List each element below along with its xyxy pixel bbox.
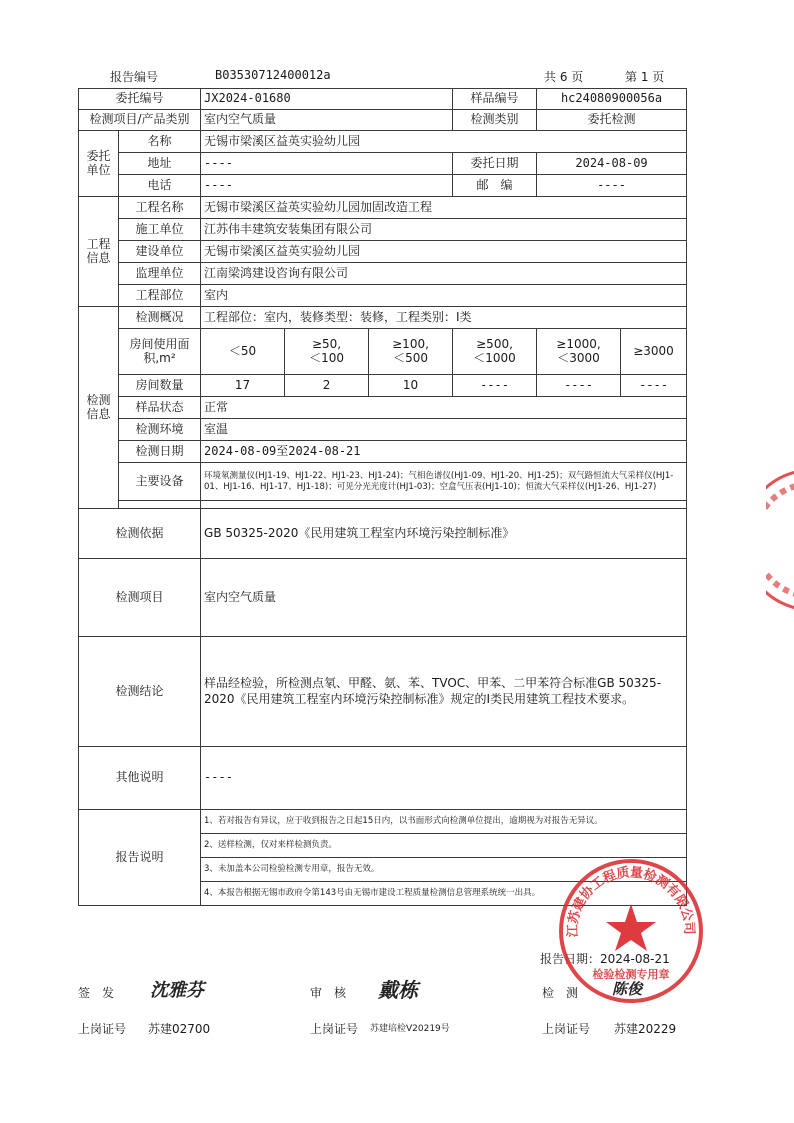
area-range-6: ≥3000 (621, 329, 687, 375)
issue-cert: 苏建02700 (148, 1022, 211, 1036)
inspection-section-text: 检测信息 (86, 392, 111, 421)
count-6: ---- (621, 375, 687, 397)
project-location-label: 工程部位 (119, 285, 201, 307)
client-date: 2024-08-09 (537, 153, 687, 175)
items-value: 室内空气质量 (201, 559, 687, 637)
other-value: ---- (201, 747, 687, 810)
page-no-label: 第 1 页 (625, 70, 665, 84)
area-label: 房间使用面积,m² (119, 329, 201, 375)
equipment-label: 主要设备 (119, 463, 201, 501)
client-name-label: 名称 (119, 131, 201, 153)
conclusion-value: 样品经检验，所检测点氡、甲醛、氨、苯、TVOC、甲苯、二甲苯符合标准GB 50325-2020《民用建筑工程室内环境污染控制标准》规定的Ⅰ类民用建筑工程技术要求。 (201, 637, 687, 747)
basis-label: 检测依据 (79, 509, 201, 559)
count-3: 10 (369, 375, 453, 397)
client-date-label: 委托日期 (453, 153, 537, 175)
sample-no-label: 样品编号 (453, 89, 537, 110)
commission-no-label: 委托编号 (79, 89, 201, 110)
client-phone-label: 电话 (119, 175, 201, 197)
environment-label: 检测环境 (119, 419, 201, 441)
report-table (78, 88, 687, 906)
test-label: 检 测 (542, 986, 579, 1000)
issue-label: 签 发 (78, 986, 115, 1000)
issue-cert-label: 上岗证号 (78, 1022, 127, 1036)
report-no: B03530712400012a (215, 68, 331, 82)
equipment-value: 环境氡测量仪(HJ1-19、HJ1-22、HJ1-23、HJ1-24)；气相色谱仪(HJ1-09、HJ1-20、HJ1-25)；双气路恒流大气采样仪(HJ1-01、HJ1-16、HJ1-17、HJ1-18)；可见分光光度计(HJ1-03)；空盒气压表(HJ1-10)；恒流大气采样仪(HJ1-26、HJ1-27) (201, 463, 687, 501)
sample-no: hc24080900056a (537, 89, 687, 110)
client-name: 无锡市梁溪区益英实验幼儿园 (201, 131, 687, 153)
note-4: 4、本报告根据无锡市政府令第143号由无锡市建设工程质量检测信息管理系统统一出具。 (201, 882, 687, 906)
project-location: 室内 (201, 285, 687, 307)
commission-no: JX2024-01680 (201, 89, 453, 110)
sample-state: 正常 (201, 397, 687, 419)
client-address: ---- (201, 153, 453, 175)
review-signature: 戴栋 (378, 978, 418, 1002)
test-cert: 苏建20229 (614, 1022, 677, 1036)
project-section-label (79, 197, 119, 307)
client-postal-label: 邮 编 (453, 175, 537, 197)
test-signature: 陈俊 (612, 980, 643, 998)
count-label: 房间数量 (119, 375, 201, 397)
area-range-4: ≥500, ＜1000 (453, 329, 537, 375)
pages-label: 共 6 页 (544, 70, 584, 84)
edge-seal-fragment-icon (766, 470, 794, 610)
inspection-section-label (79, 307, 119, 509)
client-address-label: 地址 (119, 153, 201, 175)
conclusion-label: 检测结论 (79, 637, 201, 747)
other-label: 其他说明 (79, 747, 201, 810)
test-cert-label: 上岗证号 (542, 1022, 591, 1036)
stamp-subtext: 检验检测专用章 (592, 968, 670, 981)
area-range-5: ≥1000, ＜3000 (537, 329, 621, 375)
construction-label: 施工单位 (119, 219, 201, 241)
notes-label: 报告说明 (79, 810, 201, 906)
environment-value: 室温 (201, 419, 687, 441)
client-section-label (79, 131, 119, 197)
company-stamp (556, 856, 706, 1006)
client-section-text: 委托单位 (86, 148, 111, 177)
sample-state-label: 样品状态 (119, 397, 201, 419)
items-label: 检测项目 (79, 559, 201, 637)
report-no-label: 报告编号 (110, 70, 159, 84)
note-1: 1、若对报告有异议，应于收到报告之日起15日内，以书面形式向检测单位提出，逾期视为对报告无异议。 (201, 810, 687, 834)
item-category-label: 检测项目/产品类别 (79, 110, 201, 131)
area-range-1: ＜50 (201, 329, 285, 375)
builder-unit: 无锡市梁溪区益英实验幼儿园 (201, 241, 687, 263)
project-name: 无锡市梁溪区益英实验幼儿园加固改造工程 (201, 197, 687, 219)
item-category: 室内空气质量 (201, 110, 453, 131)
review-cert: 苏建培检V20219号 (370, 1024, 450, 1034)
count-2: 2 (285, 375, 369, 397)
overview-label: 检测概况 (119, 307, 201, 329)
test-type-label: 检测类别 (453, 110, 537, 131)
note-3: 3、未加盖本公司检验检测专用章，报告无效。 (201, 858, 687, 882)
project-name-label: 工程名称 (119, 197, 201, 219)
test-type: 委托检测 (537, 110, 687, 131)
count-5: ---- (537, 375, 621, 397)
note-2: 2、送样检测，仅对来样检测负责。 (201, 834, 687, 858)
spacer-cell (119, 501, 201, 509)
stamp-star-icon (606, 904, 656, 951)
basis-value: GB 50325-2020《民用建筑工程室内环境污染控制标准》 (201, 509, 687, 559)
review-label: 审 核 (310, 986, 347, 1000)
overview-value: 工程部位：室内，装修类型：装修，工程类别：Ⅰ类 (201, 307, 687, 329)
report-date: 报告日期：2024-08-21 (540, 952, 670, 966)
count-1: 17 (201, 375, 285, 397)
client-phone: ---- (201, 175, 453, 197)
stamp-ring-path: 江苏建协工程质量检测有限公司 (565, 865, 697, 938)
issue-signature: 沈雅芬 (150, 980, 204, 1001)
area-range-2: ≥50, ＜100 (285, 329, 369, 375)
inspection-date-label: 检测日期 (119, 441, 201, 463)
builder-label: 建设单位 (119, 241, 201, 263)
area-range-3: ≥100, ＜500 (369, 329, 453, 375)
construction-unit: 江苏伟丰建筑安装集团有限公司 (201, 219, 687, 241)
review-cert-label: 上岗证号 (310, 1022, 359, 1036)
spacer-cell-wide (201, 501, 687, 509)
inspection-date: 2024-08-09至2024-08-21 (201, 441, 687, 463)
supervisor-unit: 江南梁鸿建设咨询有限公司 (201, 263, 687, 285)
count-4: ---- (453, 375, 537, 397)
project-section-text: 工程信息 (86, 236, 111, 265)
client-postal: ---- (537, 175, 687, 197)
supervisor-label: 监理单位 (119, 263, 201, 285)
